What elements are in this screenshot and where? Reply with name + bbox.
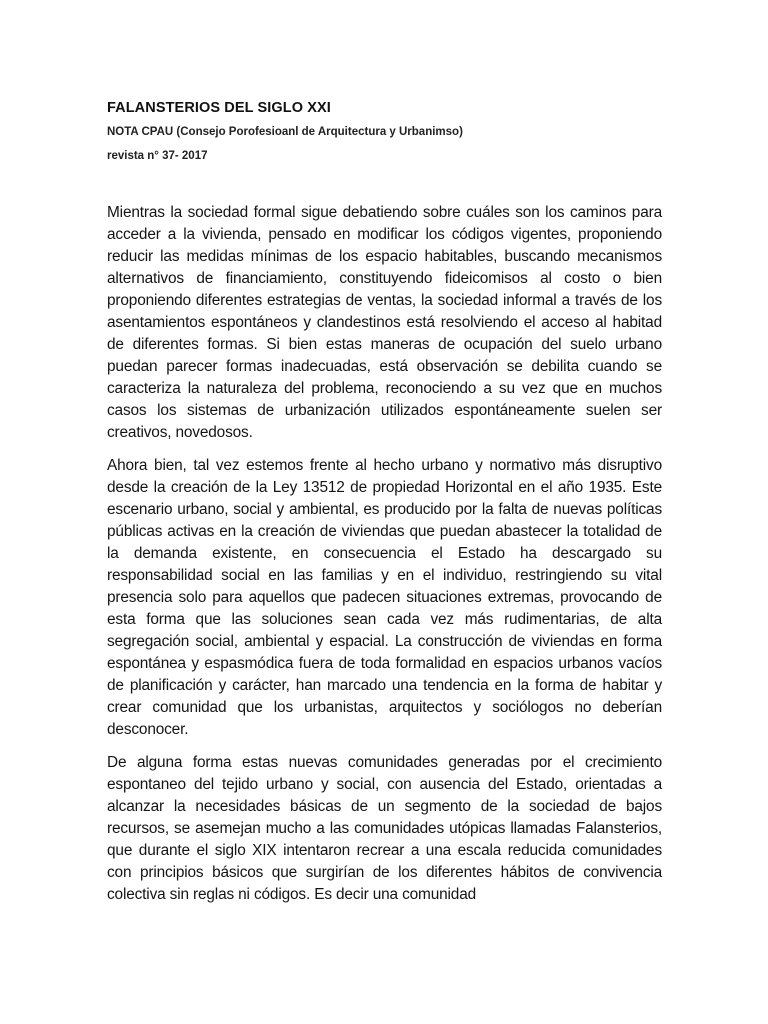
document-body [107, 202, 662, 917]
paragraph-1: Mientras la sociedad formal sigue debatiendo sobre cuáles son los caminos para acceder a la vivienda, pensado en modificar los códigos vigentes, proponiendo reducir las medidas mínimas de los espacio habitables, buscando mecanismos alternativos de financiamiento, constituyendo fideicomisos al costo o bien proponiendo diferentes estrategias de ventas, la sociedad informal a través de los asentamientos espontáneos y clandestinos está resolviendo el acceso al habitad de diferentes formas. Si bien estas maneras de ocupación del suelo urbano puedan parecer formas inadecuadas, está observación se debilita cuando se caracteriza la naturaleza del problema, reconociendo a su vez que en muchos casos los sistemas de urbanización utilizados espontáneamente suelen ser creativos, novedosos. [107, 204, 662, 441]
source-note: NOTA CPAU (Consejo Porofesioanl de Arquitectura y Urbanimso) [107, 126, 463, 138]
paragraph-3: De alguna forma estas nuevas comunidades generadas por el crecimiento espontaneo del tejido urbano y social, con ausencia del Estado, orientadas a alcanzar la necesidades básicas de un segmento de la sociedad de bajos recursos, se asemejan mucho a las comunidades utópicas llamadas Falansterios, que durante el siglo XIX intentaron recrear a una escala reducida comunidades con principios básicos que surgirían de los diferentes hábitos de convivencia colectiva sin reglas ni códigos. Es decir una comunidad [107, 754, 662, 903]
issue-line: revista n° 37- 2017 [107, 150, 208, 162]
document-header [107, 98, 667, 172]
paragraph-2: Ahora bien, tal vez estemos frente al hecho urbano y normativo más disruptivo desde la creación de la Ley 13512 de propiedad Horizontal en el año 1935. Este escenario urbano, social y ambiental, es producido por la falta de nuevas políticas públicas activas en la creación de viviendas que puedan abastecer la totalidad de la demanda existente, en consecuencia el Estado ha descargado su responsabilidad social en las familias y en el individuo, restringiendo su vital presencia solo para aquellos que padecen situaciones extremas, provocando de esta forma que las soluciones sean cada vez más rudimentarias, de alta segregación social, ambiental y espacial. La construcción de viviendas en forma espontánea y espasmódica fuera de toda formalidad en espacios urbanos vacíos de planificación y carácter, han marcado una tendencia en la forma de habitar y crear comunidad que los urbanistas, arquitectos y sociólogos no deberían desconocer. [107, 457, 662, 738]
document-title: FALANSTERIOS DEL SIGLO XXI [107, 100, 331, 116]
